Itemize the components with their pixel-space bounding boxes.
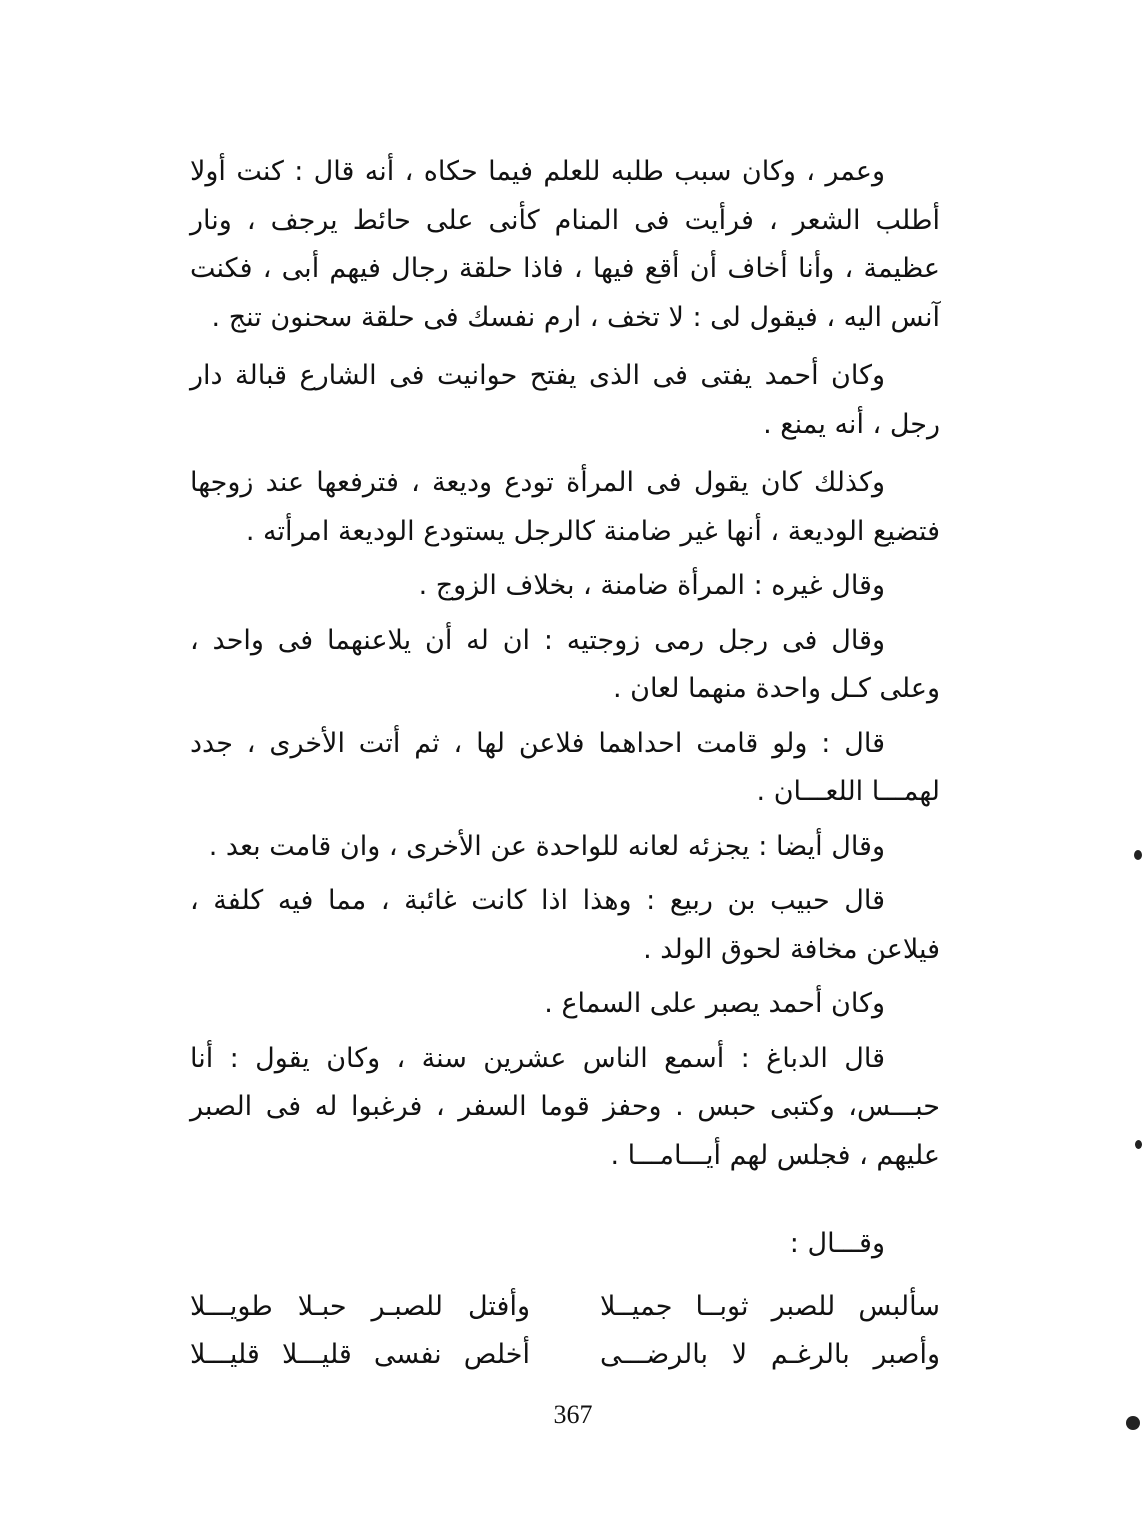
paragraph-1: وعمر ، وكان سبب طلبه للعلم فيما حكاه ، أنه قال : كنت أولا أطلب الشعر ، فرأيت فى المنام كأنى على حائط يرجف ، ونار عظيمة ، وأنا أخاف أن أقع فيها ، فاذا حلقة رجال فيهم أبى ، فكنت آنس اليه ، فيقول لى : لا تخف ، ارم نفسك فى حلقة سحنون تنج . — [190, 156, 940, 333]
scan-speck — [1134, 850, 1142, 860]
scan-speck — [1126, 1416, 1140, 1430]
verse-first-hemistich: سألبس للصبر ثوبــا جميــلا — [600, 1290, 940, 1322]
paragraph-2: وكان أحمد يفتى فى الذى يفتح حوانيت فى الشارع قبالة دار رجل ، أنه يمنع . — [190, 360, 940, 440]
scan-speck — [1135, 1140, 1142, 1149]
verse-second-hemistich: وأفتل للصبـر حبـلا طويـــلا — [190, 1290, 530, 1322]
paragraph-5: وقال فى رجل رمى زوجتيه : ان له أن يلاعنهما فى واحد ، وعلى كـل واحدة منهما لعان . — [190, 624, 940, 704]
paragraph-7: وقال أيضا : يجزئه لعانه للواحدة عن الأخرى ، وان قامت بعد . — [208, 830, 885, 862]
verse-line — [190, 1331, 940, 1380]
verse-line — [190, 1283, 940, 1332]
paragraph-6: قال : ولو قامت احداهما فلاعن لها ، ثم أتت الأخرى ، جدد لهمـــا اللعـــان . — [190, 727, 940, 807]
verse-intro: وقـــال : — [789, 1228, 885, 1259]
verse-second-hemistich: أخلص نفسى قليـــلا قليـــلا — [190, 1339, 530, 1370]
page-number: 367 — [553, 1400, 593, 1429]
paragraph-8: قال حبيب بن ربيع : وهذا اذا كانت غائبة ، مما فيه كلفة ، فيلاعن مخافة لحوق الولد . — [190, 885, 940, 965]
paragraph-10: قال الدباغ : أسمع الناس عشرين سنة ، وكان يقول : أنا حبـــس، وكتبى حبس . وحفز قوما السفر ، فرغبوا له فى الصبر عليهم ، فجلس لهم أيـــامـــا . — [190, 1042, 940, 1171]
paragraph-4: وقال غيره : المرأة ضامنة ، بخلاف الزوج . — [418, 570, 885, 601]
verse-first-hemistich: وأصبر بالرغـم لا بالرضـــى — [600, 1339, 940, 1370]
page-body — [190, 148, 940, 1380]
paragraph-3: وكذلك كان يقول فى المرأة تودع وديعة ، فترفعها عند زوجها فتضيع الوديعة ، أنها غير ضامنة كالرجل يستودع الوديعة امرأته . — [190, 467, 940, 547]
paragraph-9: وكان أحمد يصبر على السماع . — [544, 988, 885, 1019]
